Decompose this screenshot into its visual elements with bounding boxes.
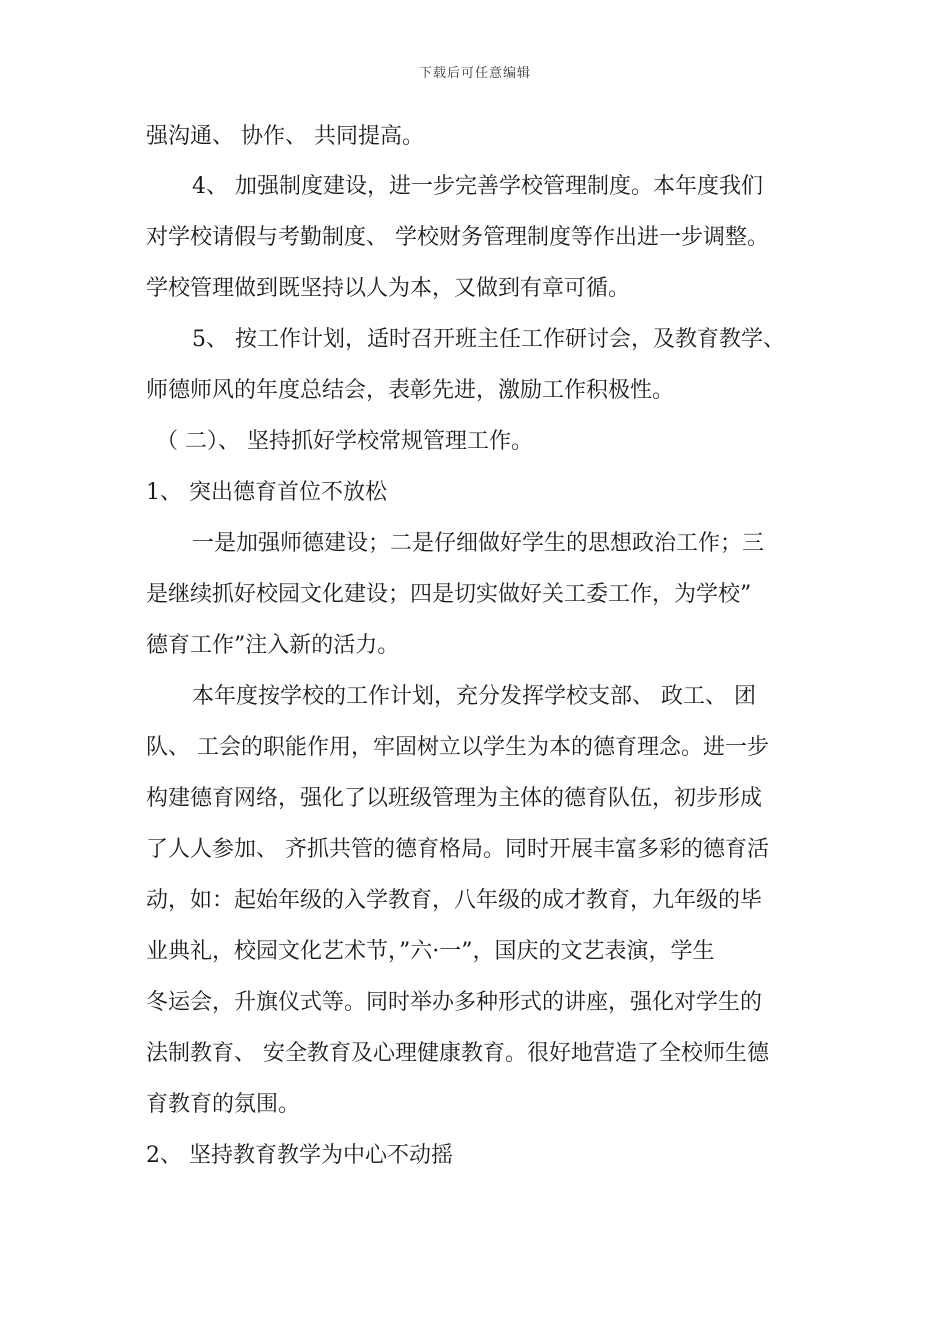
text-line: 本年度按学校的工作计划，充分发挥学校支部、 政工、 团 xyxy=(192,684,756,709)
text-line: 2、 坚持教育教学为中心不动摇 xyxy=(146,1143,453,1168)
text-line: 构建德育网络，强化了以班级管理为主体的德育队伍，初步形成 xyxy=(146,786,763,811)
text-line: 对学校请假与考勤制度、 学校财务管理制度等作出进一步调整。 xyxy=(146,225,769,250)
text-line: 法制教育、 安全教育及心理健康教育。很好地营造了全校师生德 xyxy=(146,1041,769,1066)
text-line: 强沟通、 协作、 共同提高。 xyxy=(146,124,424,149)
text-line: 一是加强师德建设；二是仔细做好学生的思想政治工作；三 xyxy=(192,531,765,556)
text-line: 学校管理做到既坚持以人为本，又做到有章可循。 xyxy=(146,276,631,301)
page-header: 下载后可任意编辑 xyxy=(418,66,531,81)
text-line: 4、 加强制度建设，进一步完善学校管理制度。本年度我们 xyxy=(192,174,763,199)
text-line: 是继续抓好校园文化建设；四是切实做好关工委工作，为学校” xyxy=(146,582,752,607)
text-line: 动，如：起始年级的入学教育，八年级的成才教育，九年级的毕 xyxy=(146,888,763,913)
text-line: （ 二）、 坚持抓好学校常规管理工作。 xyxy=(156,429,533,454)
text-line: 冬运会，升旗仪式等。同时举办多种形式的讲座，强化对学生的 xyxy=(146,990,763,1015)
text-line: 队、 工会的职能作用，牢固树立以学生为本的德育理念。进一步 xyxy=(146,735,769,760)
text-line: 了人人参加、 齐抓共管的德育格局。同时开展丰富多彩的德育活 xyxy=(146,837,769,862)
text-line: 1、 突出德育首位不放松 xyxy=(146,480,387,505)
text-line: 德育工作”注入新的活力。 xyxy=(146,633,400,658)
text-line: 育教育的氛围。 xyxy=(146,1092,301,1117)
text-line: 5、 按工作计划，适时召开班主任工作研讨会，及教育教学、 xyxy=(192,327,785,352)
text-line: 业典礼，校园文化艺术节，”六·一”，国庆的文艺表演，学生 xyxy=(146,939,715,964)
text-line: 师德师风的年度总结会，表彰先进，激励工作积极性。 xyxy=(146,378,675,403)
